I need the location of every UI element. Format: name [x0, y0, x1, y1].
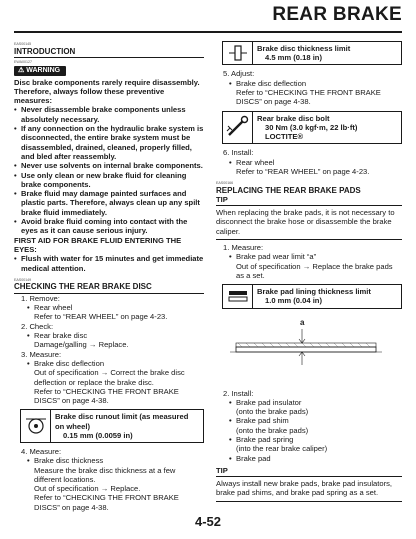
step-item: • Brake pad insulator	[229, 397, 302, 407]
spec-box-pad-lining	[222, 284, 402, 308]
step-item: • Rear wheel	[229, 157, 275, 167]
step: 6. Install:	[223, 148, 254, 158]
step-detail: Out of specification → Correct the brake disc deflection or replace the brake disc.	[34, 368, 185, 387]
warning-bullet: • Never use solvents on internal brake components.	[14, 161, 203, 171]
page-title: REAR BRAKE	[272, 4, 402, 25]
spec-value: 0.15 mm (0.0059 in)	[63, 430, 133, 440]
step-detail: Measure the brake disc thickness at a few different locations.	[34, 465, 176, 484]
spec-value: 1.0 mm (0.04 in)	[265, 296, 322, 306]
step-item: • Brake disc deflection	[27, 358, 105, 368]
first-aid-bullet: • Flush with water for 15 minutes and get immediate medical attention.	[14, 254, 204, 273]
step-reference: Refer to “CHECKING THE FRONT BRAKE DISCS” on page 4-38.	[34, 493, 179, 512]
warning-code: EWA00127	[14, 60, 33, 64]
step-detail: Out of specification → Replace.	[34, 484, 141, 494]
warning-bullet: • Never disassemble brake components unless absolutely necessary.	[14, 105, 186, 124]
left-column	[14, 40, 204, 512]
spec-value: 4.5 mm (0.18 in)	[265, 53, 322, 63]
spec-title: Brake disc runout limit (as measured on wheel)	[55, 412, 189, 431]
step-detail: Out of specification → Replace the brake pads as a set.	[236, 261, 393, 280]
step-item: • Brake pad shim	[229, 416, 289, 426]
spec-box-thickness	[222, 41, 402, 65]
pad-lining-icon	[223, 285, 253, 307]
page-number: 4-52	[194, 514, 222, 529]
step: 2. Check:	[21, 321, 54, 331]
warning-bullet: • Use only clean or new brake fluid for cleaning brake components.	[14, 170, 187, 189]
warning-bullet: • If any connection on the hydraulic brake system is disconnected, the entire brake system must be disassembled, drained, cleaned, properly filled, and bled after reassembly.	[14, 124, 204, 161]
warning-lead: Disc brake components rarely require disassembly. Therefore, always follow these preventive measures:	[14, 77, 200, 106]
step-item: • Brake pad wear limit “a”	[229, 252, 317, 262]
step: 4. Measure:	[21, 447, 62, 456]
tip-label: TIP	[216, 466, 402, 477]
step-note: (onto the brake pads)	[236, 425, 309, 435]
step-reference: Refer to “REAR WHEEL” on page 4-23.	[236, 166, 370, 176]
warning-badge: ⚠ WARNING	[14, 66, 66, 76]
warning-bullet: • Avoid brake fluid coming into contact with the eyes as it can cause serious injury.	[14, 217, 188, 236]
step-item: • Brake disc thickness	[27, 456, 104, 466]
warning-icon: ⚠	[18, 66, 25, 74]
section-code: EAS00149	[14, 277, 32, 282]
step: 3. Measure:	[21, 349, 62, 359]
step-note: (onto the brake pads)	[236, 407, 309, 417]
step-item: • Brake pad	[229, 453, 271, 463]
first-aid-heading: FIRST AID FOR BRAKE FLUID ENTERING THE EYES:	[14, 235, 182, 254]
tip-label: TIP	[216, 195, 402, 206]
step-item: • Rear brake disc	[27, 331, 88, 341]
step: 5. Adjust:	[223, 69, 255, 79]
step: 1. Measure:	[223, 242, 264, 252]
step-note: (into the rear brake caliper)	[236, 444, 328, 454]
tip-text: Always install new brake pads, brake pad insulators, brake pad shims, and brake pad spring as a set.	[216, 478, 393, 498]
right-column	[216, 40, 402, 505]
step-reference: Refer to “CHECKING THE FRONT BRAKE DISCS” on page 4-38.	[34, 386, 179, 406]
disc-runout-icon	[21, 410, 51, 442]
step-detail: Damage/galling → Replace.	[34, 340, 129, 350]
section-title-replacing-pads: REPLACING THE REAR BRAKE PADS	[216, 185, 361, 195]
spec-title: Rear brake disc bolt	[257, 113, 330, 123]
spec-title: Brake pad lining thickness limit	[257, 287, 371, 297]
step-item: • Brake pad spring	[229, 435, 294, 445]
section-title-checking-disc: CHECKING THE REAR BRAKE DISC	[14, 282, 152, 292]
step-reference: Refer to “REAR WHEEL” on page 4-23.	[34, 312, 168, 322]
step: 1. Remove:	[21, 293, 60, 303]
section-code: EAS00166	[216, 181, 234, 186]
section-code: EAS00145	[14, 42, 32, 46]
torque-wrench-icon	[223, 112, 253, 144]
title-rule	[14, 31, 402, 33]
step-reference: Refer to “CHECKING THE FRONT BRAKE DISCS” on page 4-38.	[236, 88, 381, 107]
brake-pad-wear-diagram	[216, 313, 402, 383]
warning-bullet: • Brake fluid may damage painted surfaces and plastic parts. Therefore, always clean up any spilt brake fluid immediately.	[14, 189, 200, 217]
diagram-label-a: a	[300, 317, 305, 327]
spec-box-bolt-torque	[222, 111, 402, 145]
disc-thickness-icon	[223, 42, 253, 64]
spec-value: 30 Nm (3.0 kgf·m, 22 lb·ft)	[265, 122, 358, 132]
step: 2. Install:	[223, 388, 254, 398]
step-item: • Brake disc deflection	[229, 78, 307, 88]
spec-box-runout	[20, 409, 204, 443]
spec-title: Brake disc thickness limit	[257, 44, 351, 53]
tip-text: When replacing the brake pads, it is not necessary to disconnect the brake hose or disassemble the brake caliper.	[216, 208, 395, 236]
section-title-introduction: INTRODUCTION	[14, 46, 76, 56]
spec-loctite: LOCTITE®	[265, 132, 304, 141]
step-item: • Rear wheel	[27, 303, 73, 313]
